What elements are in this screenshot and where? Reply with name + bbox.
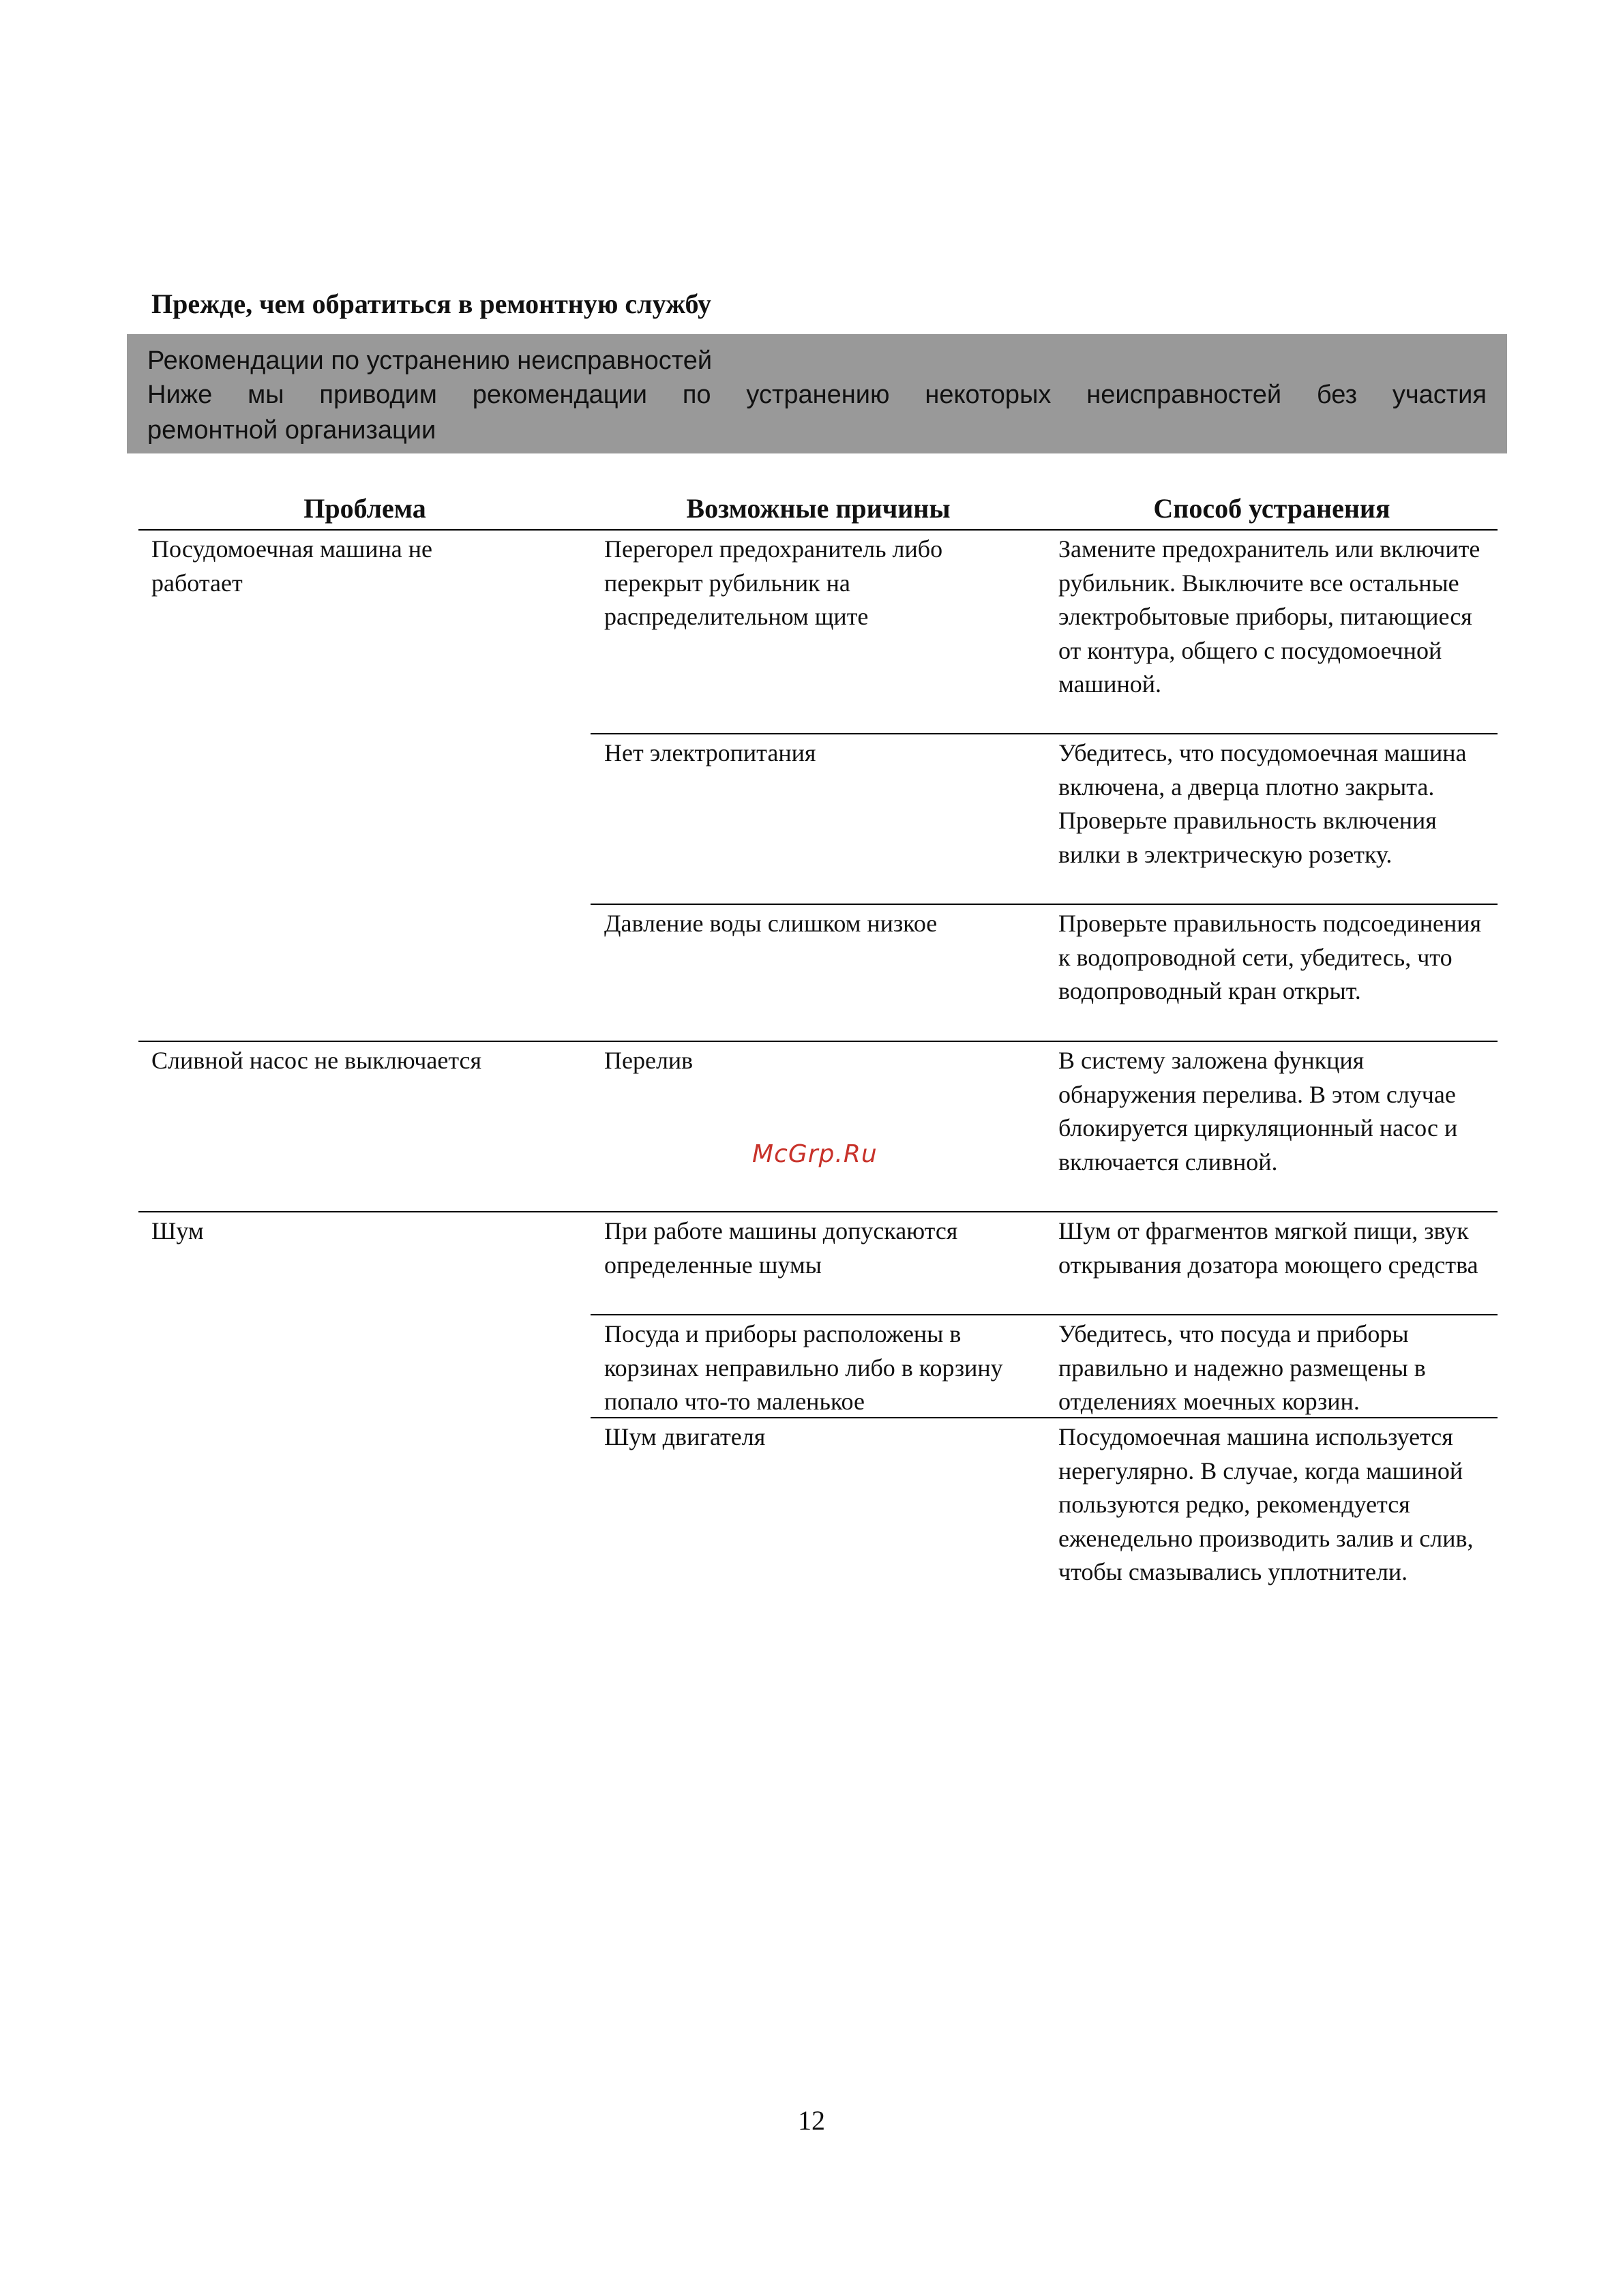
watermark: McGrp.Ru xyxy=(752,1140,878,1168)
table-cell-cause: Давление воды слишком низкое xyxy=(604,910,938,937)
row-divider xyxy=(591,1314,1498,1315)
column-header-causes: Возможные причины xyxy=(686,493,951,524)
table-cell-problem: Сливной насос не выключается xyxy=(151,1047,482,1074)
intro-text-continued: ремонтной организации xyxy=(147,416,436,445)
table-cell-problem: Посудомоечная машина не работает xyxy=(151,535,432,597)
column-header-solution: Способ устранения xyxy=(1153,493,1390,524)
table-cell-cause: Шум двигателя xyxy=(604,1423,766,1450)
table-header-rule xyxy=(138,529,1498,531)
table-cell-solution: Посудомоечная машина используется нерегулярно. В случае, когда машиной пользуются редко, рекомендуется еженедельно производить залив и слив, чтобы смазывались уплотнители. xyxy=(1058,1423,1474,1585)
intro-box xyxy=(127,334,1507,453)
table-cell-solution: Убедитесь, что посудомоечная машина включена, а дверца плотно закрыта. Проверьте правильность включения вилки в электрическую розетку. xyxy=(1058,739,1467,868)
page-heading: Прежде, чем обратиться в ремонтную службу xyxy=(151,288,712,319)
table-cell-solution: Проверьте правильность подсоединения к водопроводной сети, убедитесь, что водопроводный кран открыт. xyxy=(1058,910,1482,1004)
row-divider xyxy=(591,904,1498,905)
table-cell-cause: Посуда и приборы расположены в корзинах неправильно либо в корзину попало что-то маленькое xyxy=(604,1320,1003,1415)
table-cell-cause: Перелив xyxy=(604,1047,694,1074)
table-cell-problem: Шум xyxy=(151,1217,204,1244)
table-cell-solution: Убедитесь, что посуда и приборы правильно и надежно размещены в отделениях моечных корзин. xyxy=(1058,1320,1426,1415)
row-divider xyxy=(591,733,1498,734)
column-header-problem: Проблема xyxy=(303,493,426,524)
table-cell-solution: Замените предохранитель или включите рубильник. Выключите все остальные электробытовые приборы, питающиеся от контура, общего с посудомоечной машиной. xyxy=(1058,535,1480,698)
page-number: 12 xyxy=(798,2105,825,2136)
table-cell-cause: При работе машины допускаются определенные шумы xyxy=(604,1217,958,1279)
intro-text: Ниже мы приводим рекомендации по устранению некоторых неисправностей без участия xyxy=(147,381,1487,409)
intro-title: Рекомендации по устранению неисправностей xyxy=(147,346,713,375)
group-divider xyxy=(138,1211,1498,1212)
table-cell-solution: Шум от фрагментов мягкой пищи, звук открывания дозатора моющего средства xyxy=(1058,1217,1478,1279)
table-cell-cause: Перегорел предохранитель либо перекрыт рубильник на распределительном щите xyxy=(604,535,943,630)
table-cell-cause: Нет электропитания xyxy=(604,739,816,766)
table-cell-solution: В систему заложена функция обнаружения перелива. В этом случае блокируется циркуляционный насос и включается сливной. xyxy=(1058,1047,1458,1176)
group-divider xyxy=(138,1041,1498,1042)
